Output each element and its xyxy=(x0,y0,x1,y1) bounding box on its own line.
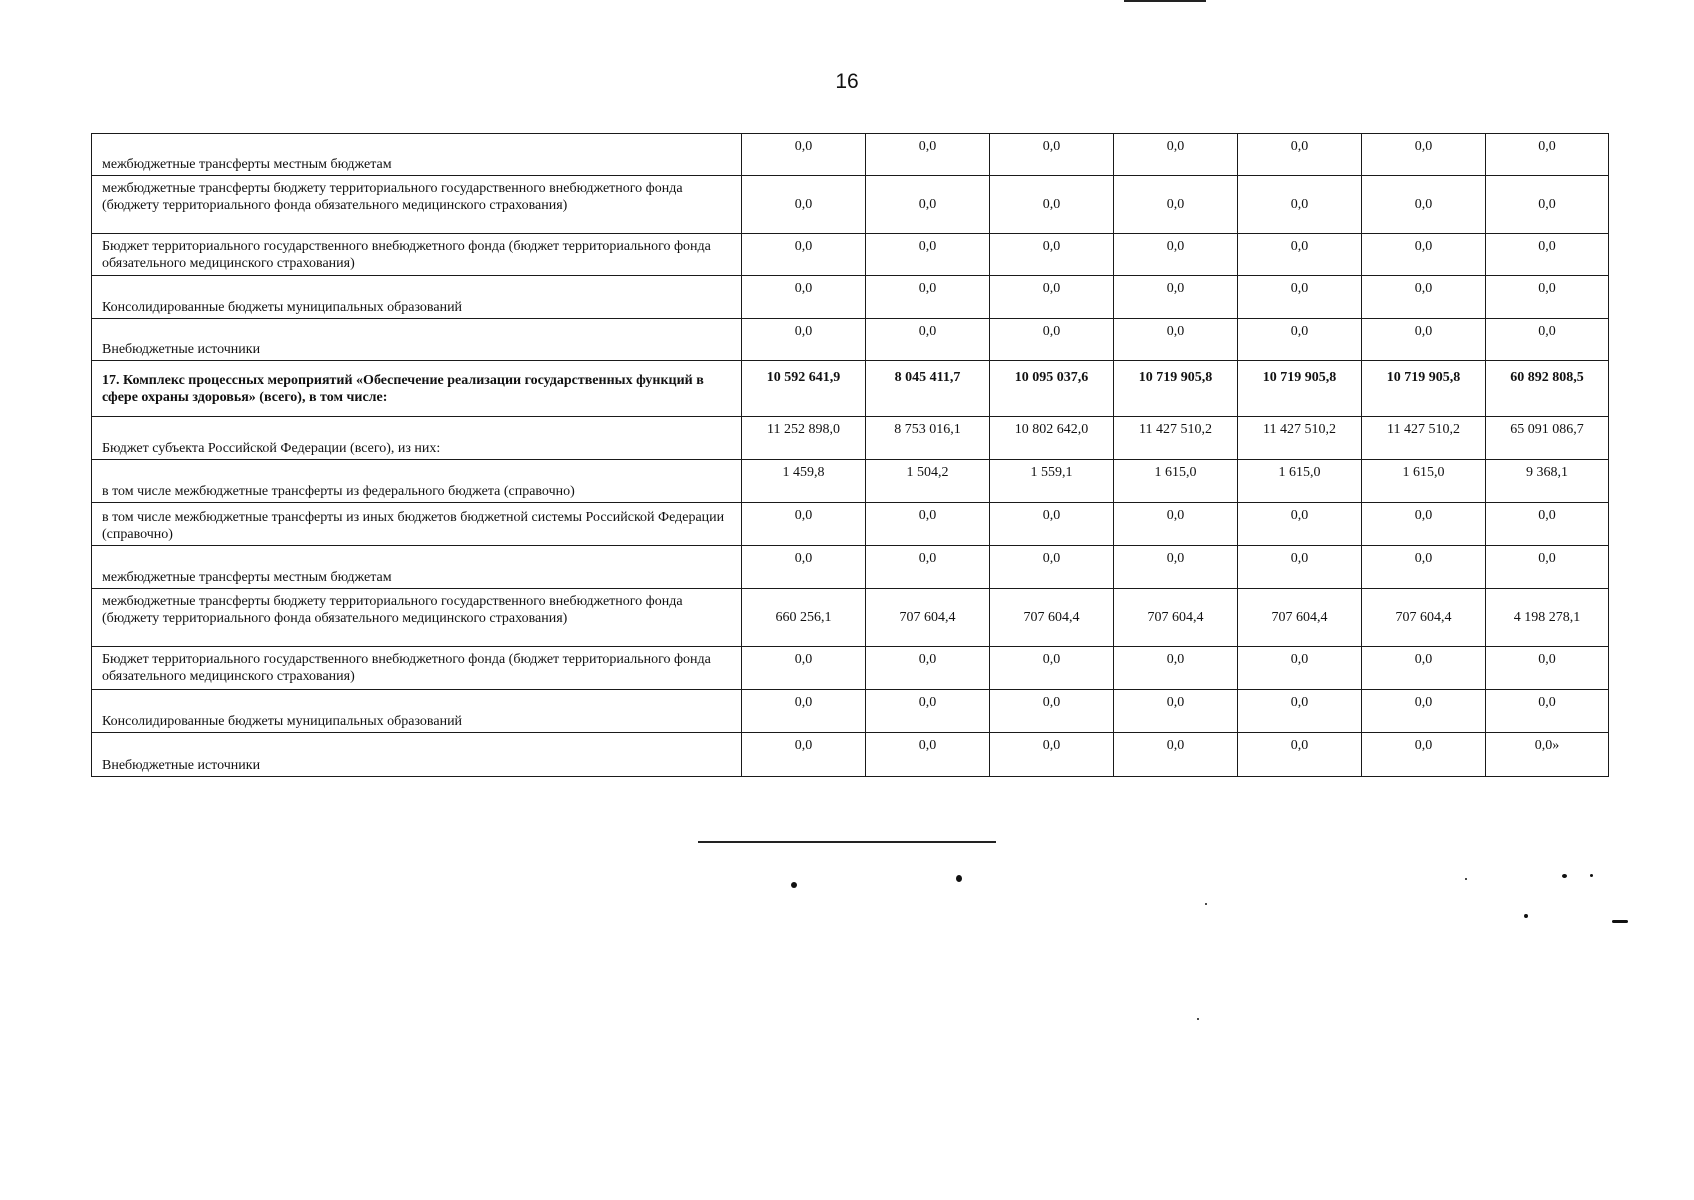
value-cell: 10 719 905,8 xyxy=(1114,361,1238,417)
total-cell: 0,0 xyxy=(1486,546,1609,589)
value-cell: 0,0 xyxy=(1362,546,1486,589)
table-row xyxy=(92,647,1609,690)
footnote-rule xyxy=(698,841,996,843)
value-cell: 0,0 xyxy=(1114,234,1238,276)
total-cell: 60 892 808,5 xyxy=(1486,361,1609,417)
value-cell: 0,0 xyxy=(866,546,990,589)
value-cell: 10 592 641,9 xyxy=(742,361,866,417)
value-cell: 0,0 xyxy=(866,134,990,176)
value-cell: 0,0 xyxy=(990,234,1114,276)
value-cell: 0,0 xyxy=(990,503,1114,546)
value-cell: 11 252 898,0 xyxy=(742,417,866,460)
value-cell: 0,0 xyxy=(866,690,990,733)
total-cell: 0,0 xyxy=(1486,176,1609,234)
value-cell: 0,0 xyxy=(990,276,1114,319)
scan-speck xyxy=(1562,874,1567,878)
value-cell: 0,0 xyxy=(1238,733,1362,777)
table-row xyxy=(92,546,1609,589)
value-cell: 0,0 xyxy=(1238,276,1362,319)
row-label: в том числе межбюджетные трансферты из федерального бюджета (справочно) xyxy=(92,460,742,503)
value-cell: 0,0 xyxy=(742,690,866,733)
value-cell: 10 802 642,0 xyxy=(990,417,1114,460)
row-label: межбюджетные трансферты местным бюджетам xyxy=(92,546,742,589)
page-number: 16 xyxy=(835,70,859,93)
value-cell: 0,0 xyxy=(1362,276,1486,319)
value-cell: 707 604,4 xyxy=(1114,589,1238,647)
table-row xyxy=(92,417,1609,460)
table-row xyxy=(92,319,1609,361)
value-cell: 0,0 xyxy=(742,647,866,690)
value-cell: 0,0 xyxy=(866,276,990,319)
total-cell: 9 368,1 xyxy=(1486,460,1609,503)
value-cell: 0,0 xyxy=(1114,546,1238,589)
value-cell: 0,0 xyxy=(1362,319,1486,361)
scan-speck xyxy=(956,875,962,882)
scan-speck xyxy=(1465,878,1467,880)
value-cell: 0,0 xyxy=(1114,690,1238,733)
value-cell: 0,0 xyxy=(990,647,1114,690)
value-cell: 1 459,8 xyxy=(742,460,866,503)
scan-speck xyxy=(1612,920,1628,923)
value-cell: 0,0 xyxy=(742,176,866,234)
scan-speck xyxy=(791,882,797,888)
row-label: Консолидированные бюджеты муниципальных образований xyxy=(92,690,742,733)
total-cell: 0,0» xyxy=(1486,733,1609,777)
budget-table xyxy=(91,133,1609,777)
total-cell: 65 091 086,7 xyxy=(1486,417,1609,460)
scan-speck xyxy=(1590,874,1593,877)
value-cell: 10 095 037,6 xyxy=(990,361,1114,417)
value-cell: 8 753 016,1 xyxy=(866,417,990,460)
value-cell: 0,0 xyxy=(742,134,866,176)
value-cell: 0,0 xyxy=(1114,176,1238,234)
section-title: 17. Комплекс процессных мероприятий «Обеспечение реализации государственных функций в сфере охраны здоровья» (всего), в том числе: xyxy=(92,361,742,417)
scan-speck xyxy=(1205,903,1207,905)
value-cell: 0,0 xyxy=(742,319,866,361)
value-cell: 707 604,4 xyxy=(990,589,1114,647)
value-cell: 0,0 xyxy=(866,319,990,361)
value-cell: 0,0 xyxy=(742,503,866,546)
value-cell: 0,0 xyxy=(1114,647,1238,690)
value-cell: 0,0 xyxy=(1238,503,1362,546)
value-cell: 0,0 xyxy=(1238,647,1362,690)
value-cell: 0,0 xyxy=(866,647,990,690)
value-cell: 0,0 xyxy=(1362,134,1486,176)
value-cell: 0,0 xyxy=(866,503,990,546)
row-label: межбюджетные трансферты местным бюджетам xyxy=(92,134,742,176)
value-cell: 707 604,4 xyxy=(1362,589,1486,647)
table-row xyxy=(92,589,1609,647)
table-row xyxy=(92,276,1609,319)
table-row xyxy=(92,503,1609,546)
top-rule xyxy=(1124,0,1206,2)
value-cell: 0,0 xyxy=(990,176,1114,234)
value-cell: 0,0 xyxy=(990,319,1114,361)
value-cell: 0,0 xyxy=(1238,134,1362,176)
table-row xyxy=(92,234,1609,276)
value-cell: 0,0 xyxy=(990,733,1114,777)
value-cell: 707 604,4 xyxy=(1238,589,1362,647)
value-cell: 1 559,1 xyxy=(990,460,1114,503)
value-cell: 8 045 411,7 xyxy=(866,361,990,417)
value-cell: 0,0 xyxy=(1362,733,1486,777)
total-cell: 0,0 xyxy=(1486,690,1609,733)
value-cell: 0,0 xyxy=(742,234,866,276)
total-cell: 4 198 278,1 xyxy=(1486,589,1609,647)
row-label: Консолидированные бюджеты муниципальных образований xyxy=(92,276,742,319)
row-label: межбюджетные трансферты бюджету территориального государственного внебюджетного фонда (бюджету территориального фонда обязательного медицинского страхования) xyxy=(92,589,742,647)
value-cell: 10 719 905,8 xyxy=(1238,361,1362,417)
value-cell: 0,0 xyxy=(742,546,866,589)
value-cell: 0,0 xyxy=(866,176,990,234)
table-row xyxy=(92,690,1609,733)
value-cell: 0,0 xyxy=(1238,690,1362,733)
row-label: межбюджетные трансферты бюджету территориального государственного внебюджетного фонда (бюджету территориального фонда обязательного медицинского страхования) xyxy=(92,176,742,234)
value-cell: 1 615,0 xyxy=(1238,460,1362,503)
total-cell: 0,0 xyxy=(1486,134,1609,176)
value-cell: 707 604,4 xyxy=(866,589,990,647)
value-cell: 11 427 510,2 xyxy=(1362,417,1486,460)
value-cell: 0,0 xyxy=(990,546,1114,589)
value-cell: 0,0 xyxy=(1238,319,1362,361)
row-label: Внебюджетные источники xyxy=(92,319,742,361)
value-cell: 0,0 xyxy=(742,733,866,777)
total-cell: 0,0 xyxy=(1486,234,1609,276)
table-row xyxy=(92,460,1609,503)
value-cell: 0,0 xyxy=(1362,690,1486,733)
row-label: Внебюджетные источники xyxy=(92,733,742,777)
total-cell: 0,0 xyxy=(1486,276,1609,319)
value-cell: 0,0 xyxy=(990,690,1114,733)
table-row xyxy=(92,733,1609,777)
scan-speck xyxy=(1197,1018,1199,1020)
row-label: Бюджет субъекта Российской Федерации (всего), из них: xyxy=(92,417,742,460)
row-label: Бюджет территориального государственного внебюджетного фонда (бюджет территориального фонда обязательного медицинского страхования) xyxy=(92,647,742,690)
value-cell: 11 427 510,2 xyxy=(1114,417,1238,460)
value-cell: 0,0 xyxy=(1362,647,1486,690)
scan-speck xyxy=(1524,914,1528,918)
value-cell: 0,0 xyxy=(1114,276,1238,319)
value-cell: 0,0 xyxy=(990,134,1114,176)
total-cell: 0,0 xyxy=(1486,647,1609,690)
value-cell: 0,0 xyxy=(1362,176,1486,234)
table-row xyxy=(92,361,1609,417)
value-cell: 0,0 xyxy=(1114,503,1238,546)
row-label: Бюджет территориального государственного внебюджетного фонда (бюджет территориального фонда обязательного медицинского страхования) xyxy=(92,234,742,276)
value-cell: 1 615,0 xyxy=(1114,460,1238,503)
value-cell: 1 504,2 xyxy=(866,460,990,503)
value-cell: 660 256,1 xyxy=(742,589,866,647)
total-cell: 0,0 xyxy=(1486,503,1609,546)
value-cell: 0,0 xyxy=(866,234,990,276)
value-cell: 0,0 xyxy=(1114,134,1238,176)
value-cell: 0,0 xyxy=(1362,234,1486,276)
table-row xyxy=(92,134,1609,176)
total-cell: 0,0 xyxy=(1486,319,1609,361)
value-cell: 11 427 510,2 xyxy=(1238,417,1362,460)
value-cell: 0,0 xyxy=(742,276,866,319)
value-cell: 10 719 905,8 xyxy=(1362,361,1486,417)
value-cell: 0,0 xyxy=(866,733,990,777)
value-cell: 0,0 xyxy=(1114,733,1238,777)
value-cell: 0,0 xyxy=(1238,176,1362,234)
row-label: в том числе межбюджетные трансферты из иных бюджетов бюджетной системы Российской Федерации (справочно) xyxy=(92,503,742,546)
value-cell: 0,0 xyxy=(1238,234,1362,276)
value-cell: 0,0 xyxy=(1362,503,1486,546)
value-cell: 0,0 xyxy=(1238,546,1362,589)
value-cell: 1 615,0 xyxy=(1362,460,1486,503)
value-cell: 0,0 xyxy=(1114,319,1238,361)
table-row xyxy=(92,176,1609,234)
